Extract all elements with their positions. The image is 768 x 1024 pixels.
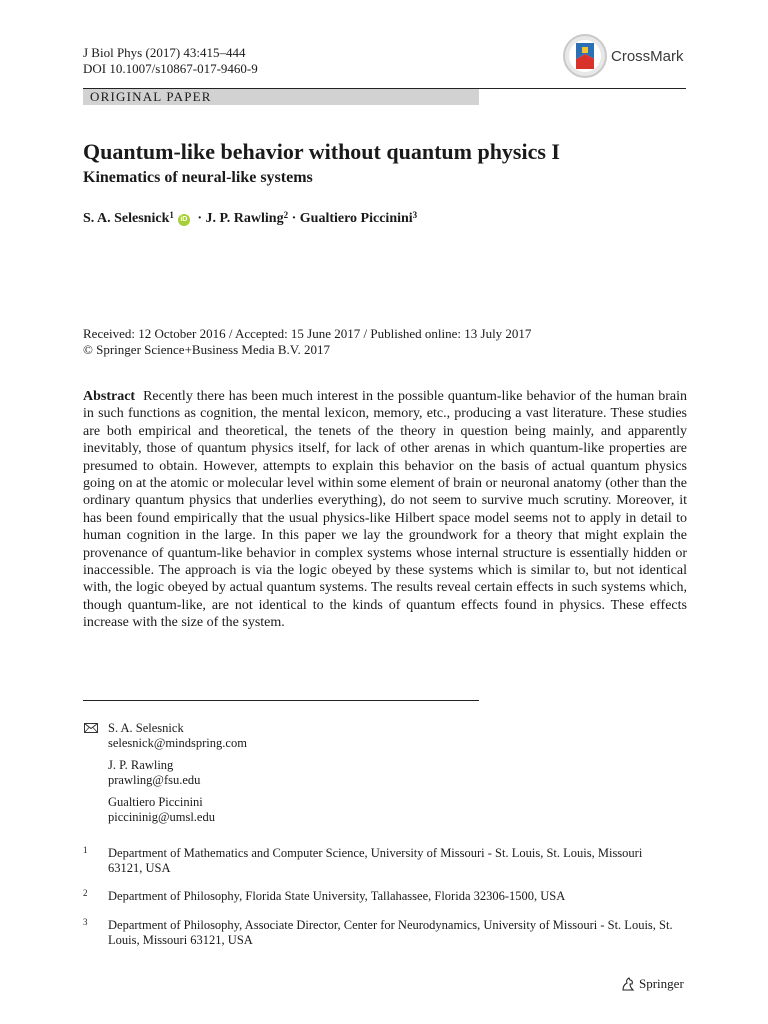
author-affiliation-mark: 2 [283,210,289,220]
abstract-text: Recently there has been much interest in the possible quantum-like behavior of the human brain in such functions as cognition, the mental lexicon, memory, etc., producing a vast literature. These studies are both empirical and theoretical, the tenets of the theory in question being mainly, and apparently inevitably, those of quantum physics itself, for lack of other arenas in which quantum-like properties are presumed to obtain. However, attempts to explain this behavior on the basis of actual quantum physics going on at the atomic or molecular level within some element of brain or neuronal anatomy (other than the ordinary quantum physics that underlies everything), do not seem to survive much scrutiny. Moreover, it has been found empirically that the usual physics-like Hilbert space model seems not to apply in detail to human cognition in the large. In this paper we lay the groundwork for a theory that might explain the provenance of quantum-like behavior in complex systems whose internal structure is essentially hidden or inaccessible. The approach is via the logic obeyed by these systems which is similar to, but not identical with, the logic obeyed by actual quantum systems. The results reveal certain effects in such systems which, though quantum-like, are not identical to the kinds of quantum effects found in physics. These effects increase with the size of the system. [83,389,687,631]
affiliation-text: Department of Mathematics and Computer Science, University of Missouri - St. Louis, St. Louis, Missouri 63121, USA [108,846,643,875]
springer-horse-icon [620,976,636,992]
abstract [83,388,687,632]
contact-name: S. A. Selesnick [108,721,184,735]
crossmark-label: CrossMark [611,47,684,65]
paper-title: Quantum-like behavior without quantum physics I [83,139,560,164]
footnote-rule [83,700,479,701]
journal-reference [83,45,258,77]
contact-email[interactable]: prawling@fsu.edu [108,773,201,787]
author-separator: · [288,211,300,226]
author-affiliation-mark: 1 [169,210,174,220]
affiliation-text: Department of Philosophy, Florida State University, Tallahassee, Florida 32306-1500, USA [108,889,566,903]
contact-email[interactable]: piccininig@umsl.edu [108,810,215,824]
author-separator: · [193,211,206,226]
crossmark-icon [562,33,608,79]
publisher-name: Springer [639,976,684,991]
author-name[interactable]: S. A. Selesnick [83,211,170,226]
article-type-badge [83,89,479,105]
contact-email[interactable]: selesnick@mindspring.com [108,736,247,750]
copyright-line: © Springer Science+Business Media B.V. 2017 [83,342,330,357]
article-type-label: ORIGINAL PAPER [90,89,212,104]
affiliation-number: 3 [83,917,88,927]
author-name[interactable]: Gualtiero Piccinini [299,211,413,226]
affiliation-text: Department of Philosophy, Associate Director, Center for Neurodynamics, University of Missouri - St. Louis, St. Louis, Missouri 63121, USA [108,918,673,947]
dates-line: Received: 12 October 2016 / Accepted: 15 June 2017 / Published online: 13 July 2017 [83,326,532,341]
author-name[interactable]: J. P. Rawling [205,211,284,226]
contact-entry [108,758,247,788]
contact-name: J. P. Rawling [108,758,174,772]
doi[interactable]: DOI 10.1007/s10867-017-9460-9 [83,61,258,76]
affiliation-number: 1 [83,845,88,855]
journal-citation: J Biol Phys (2017) 43:415–444 [83,45,246,60]
affiliation-number: 2 [83,888,88,898]
envelope-icon [84,723,98,733]
publication-info [83,326,531,358]
crossmark-badge[interactable] [562,33,684,79]
paper-subtitle: Kinematics of neural-like systems [83,169,313,186]
contact-entry [108,795,247,825]
orcid-icon[interactable]: iD [178,214,190,226]
author-list [83,211,417,227]
contact-name: Gualtiero Piccinini [108,795,203,809]
contact-list [108,721,247,832]
publisher-logo [620,976,684,992]
contact-entry [108,721,247,751]
abstract-heading: Abstract [83,389,136,404]
author-affiliation-mark: 3 [412,210,418,220]
